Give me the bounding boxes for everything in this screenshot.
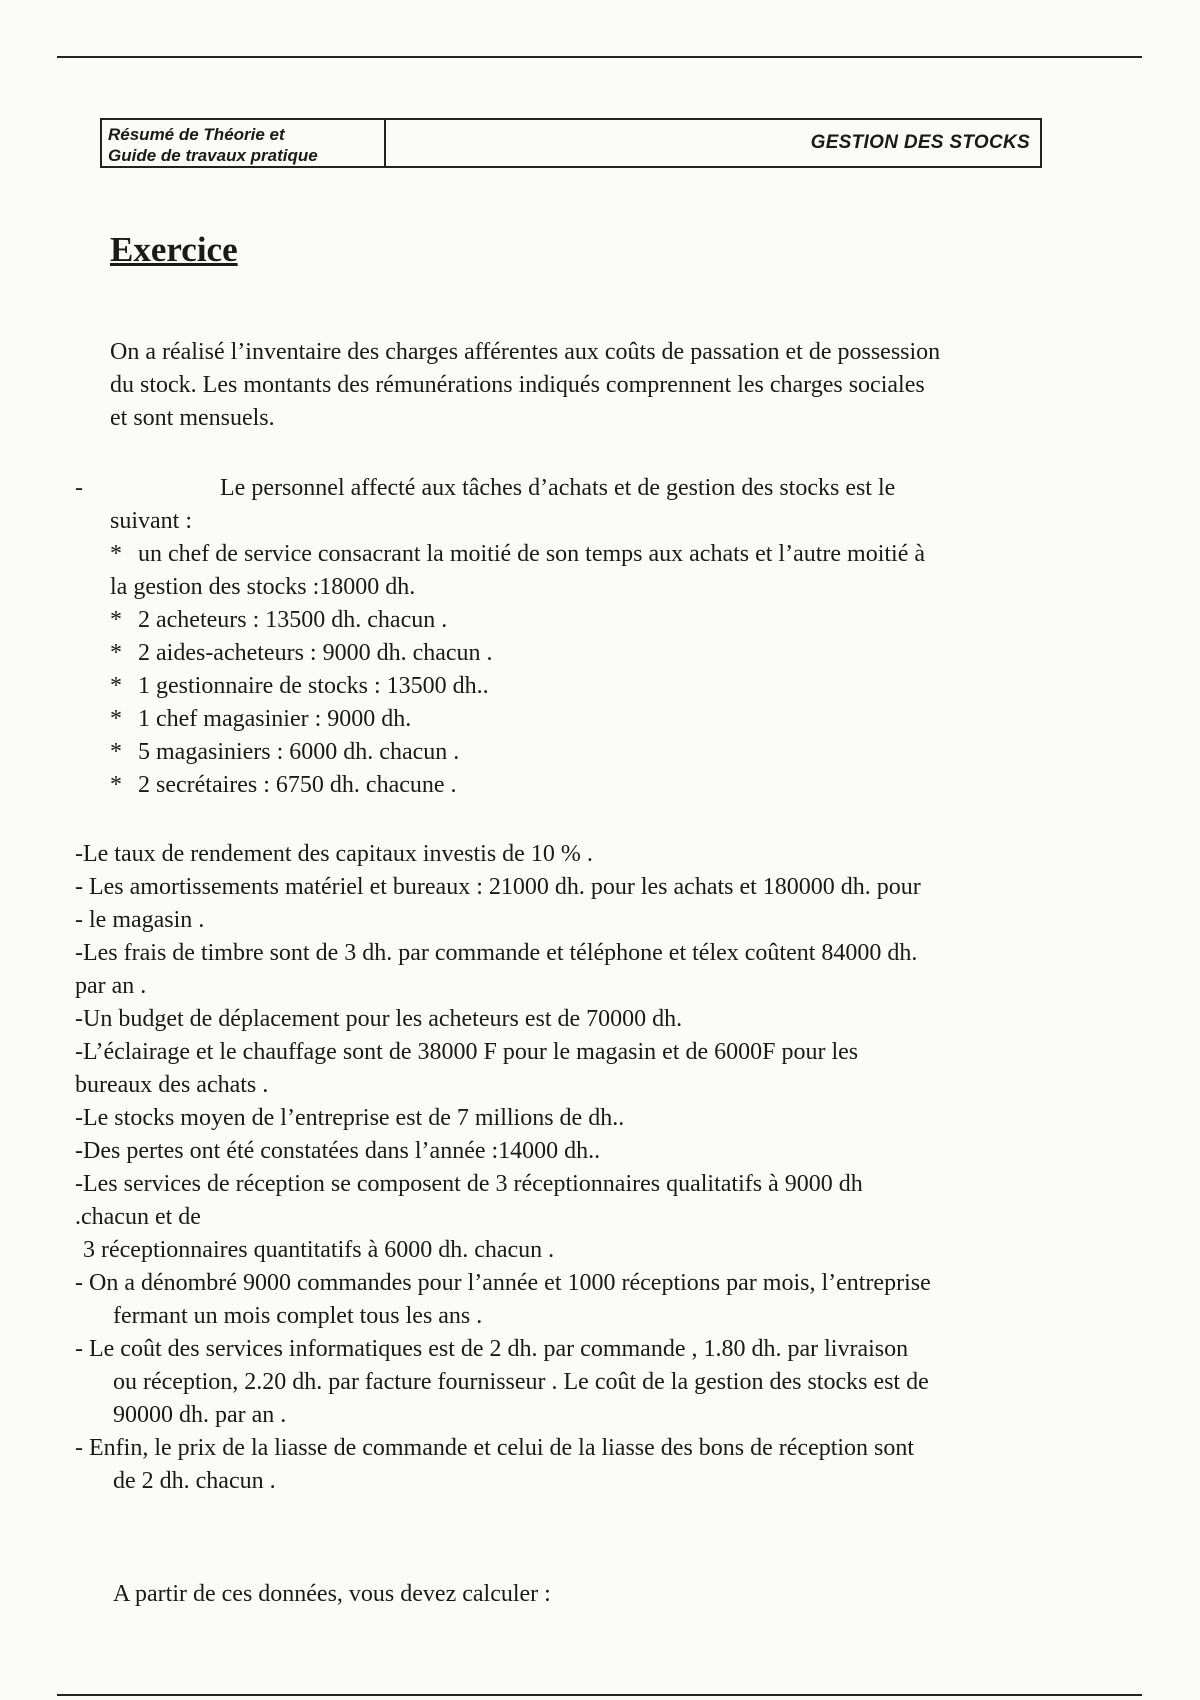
intro-paragraph: [110, 336, 1110, 435]
personnel-heading: [75, 472, 1105, 505]
list-item: [110, 604, 1105, 637]
fact-line: -Des pertes ont été constatées dans l’année :14000 dh..: [75, 1138, 601, 1164]
fact-line: -Le stocks moyen de l’entreprise est de 7 millions de dh..: [75, 1105, 625, 1131]
fact-line: 3 réceptionnaires quantitatifs à 6000 dh. chacun .: [83, 1237, 555, 1263]
header-left-line-2: Guide de travaux pratique: [108, 146, 318, 165]
list-item-text-continued: la gestion des stocks :18000 dh.: [110, 574, 416, 600]
bottom-rule: [57, 1694, 1142, 1696]
page-header: [100, 118, 1042, 168]
bullet-star: *: [110, 706, 122, 732]
fact-line: ou réception, 2.20 dh. par facture fournisseur . Le coût de la gestion des stocks est de: [113, 1369, 929, 1395]
conclusion-line: A partir de ces données, vous devez calculer :: [113, 1581, 551, 1607]
header-right-cell: [386, 120, 1040, 166]
fact-line: -Le taux de rendement des capitaux investis de 10 % .: [75, 841, 593, 867]
fact-line: 90000 dh. par an .: [113, 1402, 287, 1428]
fact-line: -Les services de réception se composent de 3 réceptionnaires qualitatifs à 9000 dh: [75, 1171, 863, 1197]
fact-line: -Un budget de déplacement pour les acheteurs est de 70000 dh.: [75, 1006, 683, 1032]
fact-line: par an .: [75, 973, 147, 999]
personnel-line-2: suivant :: [110, 508, 192, 534]
header-left-cell: [102, 120, 386, 166]
fact-line: -Les frais de timbre sont de 3 dh. par commande et téléphone et télex coûtent 84000 dh.: [75, 940, 918, 966]
fact-line: - On a dénombré 9000 commandes pour l’année et 1000 réceptions par mois, l’entreprise: [75, 1270, 931, 1296]
header-title: GESTION DES STOCKS: [810, 132, 1030, 153]
personnel-line-1: Le personnel affecté aux tâches d’achats et de gestion des stocks est le: [220, 475, 896, 501]
fact-line: - le magasin .: [75, 907, 205, 933]
bullet-star: *: [110, 541, 122, 567]
fact-line: -L’éclairage et le chauffage sont de 38000 F pour le magasin et de 6000F pour les: [75, 1039, 859, 1065]
list-item: [110, 637, 1105, 670]
list-item: [110, 769, 1105, 802]
fact-line: - Les amortissements matériel et bureaux : 21000 dh. pour les achats et 180000 dh. pour: [75, 874, 921, 900]
list-item-text: 1 chef magasinier : 9000 dh.: [138, 706, 412, 732]
list-item-text: un chef de service consacrant la moitié de son temps aux achats et l’autre moitié à: [138, 541, 926, 567]
bullet-star: *: [110, 640, 122, 666]
list-item-text: 2 aides-acheteurs : 9000 dh. chacun .: [138, 640, 493, 666]
staff-list: [75, 538, 1105, 802]
bullet-star: *: [110, 772, 122, 798]
fact-line: fermant un mois complet tous les ans .: [113, 1303, 483, 1329]
intro-line-3: et sont mensuels.: [110, 405, 275, 431]
fact-line: - Le coût des services informatiques est de 2 dh. par commande , 1.80 dh. par livraison: [75, 1336, 909, 1362]
header-left-line-1: Résumé de Théorie et: [108, 125, 285, 144]
bullet-star: *: [110, 739, 122, 765]
list-item-text: 2 secrétaires : 6750 dh. chacune .: [138, 772, 457, 798]
list-item: [110, 703, 1105, 736]
fact-line: .chacun et de: [75, 1204, 201, 1230]
bullet-star: *: [110, 673, 122, 699]
fact-line: de 2 dh. chacun .: [113, 1468, 276, 1494]
exercise-title: Exercice: [110, 230, 238, 269]
list-item: [110, 736, 1105, 769]
personnel-dash: -: [75, 475, 83, 501]
intro-line-1: On a réalisé l’inventaire des charges afférentes aux coûts de passation et de possession: [110, 339, 941, 365]
bullet-star: *: [110, 607, 122, 633]
fact-line: bureaux des achats .: [75, 1072, 269, 1098]
list-item-text: 2 acheteurs : 13500 dh. chacun .: [138, 607, 448, 633]
list-item-text: 1 gestionnaire de stocks : 13500 dh..: [138, 673, 489, 699]
top-rule: [57, 56, 1142, 58]
list-item: [110, 670, 1105, 703]
intro-line-2: du stock. Les montants des rémunérations indiqués comprennent les charges sociales: [110, 372, 925, 398]
list-item-text: 5 magasiniers : 6000 dh. chacun .: [138, 739, 460, 765]
personnel-section: [75, 472, 1105, 802]
list-item: [110, 538, 1105, 604]
fact-line: - Enfin, le prix de la liasse de commande et celui de la liasse des bons de réception sont: [75, 1435, 915, 1461]
facts-section: [75, 838, 1115, 1498]
